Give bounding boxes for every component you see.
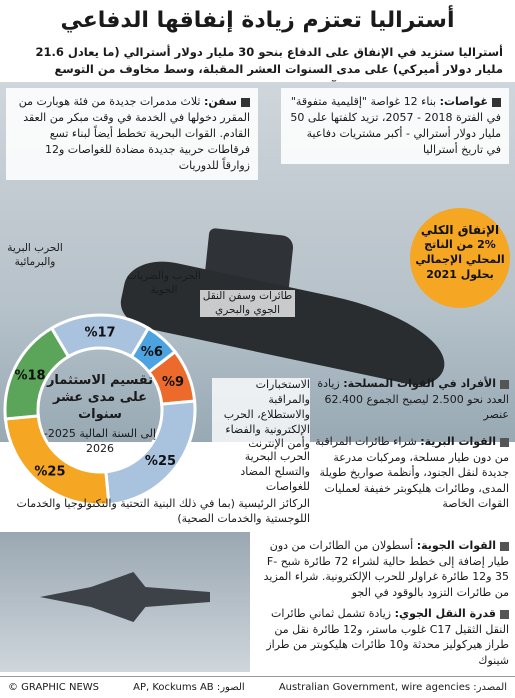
jet-photo: [0, 532, 250, 672]
army-heading: القوات البرية:: [420, 435, 496, 448]
donut-label-3: %25: [144, 454, 177, 470]
donut-label-2: %9: [161, 375, 185, 391]
footer: [0, 676, 515, 698]
personnel-heading: الأفراد في القوات المسلحة:: [343, 377, 496, 390]
chart-title: تقسيم الاستثمار على مدى عشر سنوات: [46, 373, 154, 422]
f35-jet: [40, 572, 210, 622]
bullet-square-icon: [500, 610, 509, 619]
airlift-text: زيادة تشمل ثماني طائرات النقل الثقيل C17 غلوب ماستر، و12 طائرة نقل من طراز هيركوليز محدثة و10 طائرات هليكوبتر من طراز شينوك: [266, 607, 509, 667]
airlift-heading: قدرة النقل الجوي:: [394, 607, 496, 620]
donut-label-5: %18: [14, 368, 46, 384]
ships-heading: سفن:: [203, 95, 237, 108]
personnel-panel: [299, 376, 509, 423]
ships-box: [6, 88, 258, 180]
page-subtitle: أستراليا ستزيد في الإنفاق على الدفاع بنحو 30 مليار دولار أسترالي (ما يعادل 21.6 مليار دولار أميركي) على مدى السنوات العشر المقبلة، وسط مخاوف من التوسع: [35, 45, 503, 77]
label-air: الحرب والضربات الجوية: [126, 270, 201, 296]
label-infra: الركائز الرئيسية (بما في ذلك البنية التحتية والتكنولوجيا والخدمات اللوجستية والخدمات الصحية): [16, 497, 310, 525]
submarines-box: [281, 88, 509, 164]
total-spending-line2: المحلي الإجمالي: [415, 253, 505, 267]
donut-label-4: %25: [34, 464, 66, 480]
personnel-text: زيادة العدد نحو 2.500 ليصبح الجموع 62.400 عنصر: [317, 377, 509, 422]
total-spending-badge: [410, 208, 510, 308]
label-land: الحرب البرية والبرمائية: [7, 242, 63, 268]
total-spending-heading: الإنفاق الكلي: [420, 223, 500, 237]
bullet-square-icon: [492, 98, 501, 107]
airforce-text: أسطولان من الطائرات من دون طيار إضافة إلى خطط حالية لشراء 72 طائرة شبح F-35 و12 طائرة غراولر للحرب الإلكترونية. شراء المزيد من طائرات التزود بالوقود في الجو: [263, 539, 509, 599]
label-transport: طائرات وسفن النقل الجوي والبحري: [200, 290, 295, 317]
bullet-square-icon: [500, 438, 509, 447]
label-isr: الاستخبارات والمراقبة والاستطلاع، الحرب الإلكترونية والفضاء وأمن الإنترنت: [212, 378, 310, 452]
donut-label-0: %17: [84, 325, 116, 341]
footer-photo-credit: الصور: AP, Kockums AB: [133, 682, 245, 693]
bullet-square-icon: [500, 380, 509, 389]
bullet-square-icon: [500, 542, 509, 551]
chart-subtitle: إلى السنة المالية 2025-2026: [43, 426, 157, 455]
submarines-text: بناء 12 غواصة "إقليمية متفوقة" في الفترة 2018 - 2057، تزيد كلفتها على 50 مليار دولار أسترالي - أكبر مشتريات دفاعية في تاريخ أستراليا: [290, 95, 501, 156]
donut-label-1: %6: [140, 345, 163, 361]
total-spending-line3: بحلول 2021: [426, 267, 494, 281]
army-panel: [314, 434, 509, 512]
airforce-heading: القوات الجوية:: [416, 539, 496, 552]
page-title: أستراليا تعتزم زيادة إنفاقها الدفاعي: [60, 8, 455, 33]
airforce-panel: [257, 538, 509, 600]
footer-brand: © GRAPHIC NEWS: [8, 682, 100, 693]
army-text: شراء طائرات المراقبة من دون طيار مسلحة، ومركبات مدرعة جديدة لنقل الجنود، وأنظمة صواريخ طويلة المدى، وطائرات هليكوبتر خفيفة لعمليات القوات الخاصة: [315, 435, 509, 511]
donut-center: [40, 373, 160, 456]
submarines-heading: غواصات:: [439, 95, 488, 108]
footer-source: المصدر: Australian Government, wire agencies: [278, 682, 507, 693]
label-naval: الحرب البحرية والتسلح المضاد للغواصات: [240, 450, 310, 493]
airlift-panel: [257, 606, 509, 668]
total-spending-line1: 2% من الناتج: [424, 238, 496, 252]
ships-text: ثلاث مدمرات جديدة من فئة هوبارت من المقرر دخولها في الخدمة في وقت مبكر من العقد القادم. القوات البحرية تخطط أيضاً لبناء تسع فرقاطات حربية جديدة مضادة للغواصات و12 زوارقاً للدوريات: [18, 95, 250, 172]
bullet-square-icon: [241, 98, 250, 107]
